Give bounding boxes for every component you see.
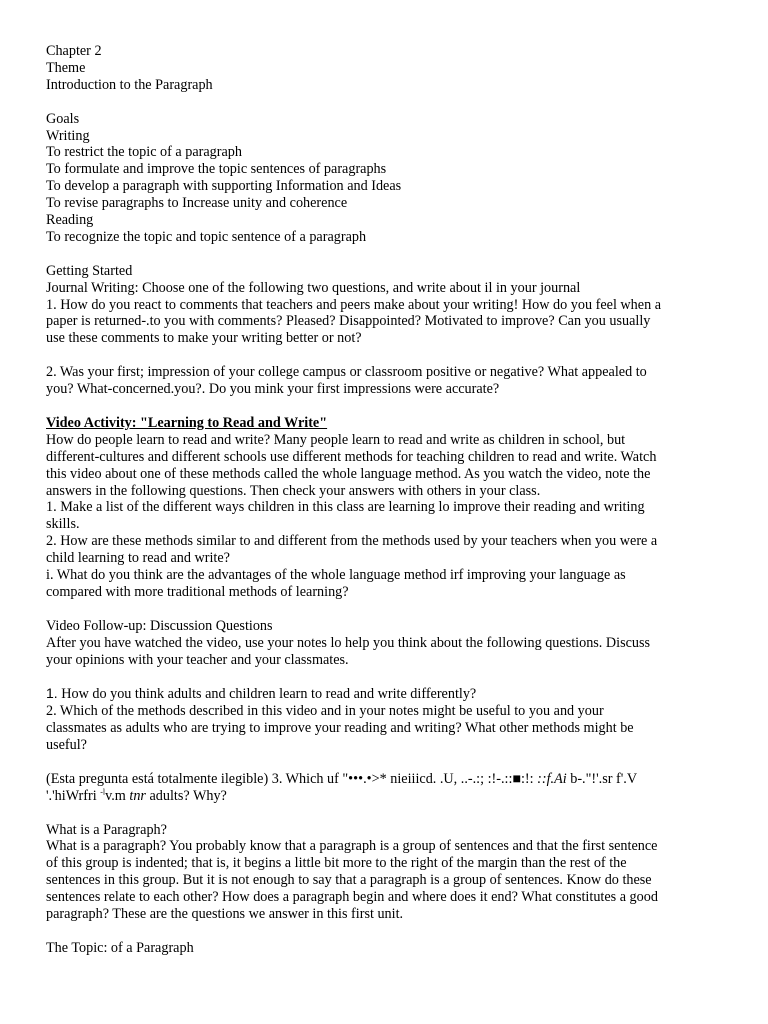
follow-up-question-3-line [46,788,728,805]
theme-label: Theme [46,59,86,76]
superscript-text: -l [100,787,106,797]
question-text: v.m [105,787,130,804]
follow-up-question-2-line: 2. Which of the methods described in this video and in your notes might be useful to you and your [46,703,604,720]
writing-goal: To develop a paragraph with supporting Information and Ideas [46,178,402,195]
video-activity-paragraph-line: How do people learn to read and write? Many people learn to read and write as children in school, but [46,431,626,448]
video-activity-item-1-line: skills. [46,516,80,533]
follow-up-intro-line: After you have watched the video, use your notes lo help you think about the following questions. Discuss [46,634,651,651]
spacer [46,668,728,685]
reading-goal: To recognize the topic and topic sentence of a paragraph [46,228,367,245]
journal-question-2-line: 2. Was your first; impression of your college campus or classroom positive or negative? What appealed to [46,364,647,381]
video-activity-heading: Video Activity: "Learning to Read and Write" [46,414,328,431]
journal-question-1-line: paper is returned-.to you with comments? Pleased? Disappointed? Motivated to improve? Can you usually [46,313,651,330]
getting-started-heading: Getting Started [46,262,133,279]
journal-question-1-line: use these comments to make your writing better or not? [46,330,362,347]
spacer [46,94,728,111]
garbled-italic-text: tnr [129,787,146,804]
spacer [46,347,728,364]
follow-up-question-2-line: useful? [46,737,87,754]
follow-up-heading: Video Follow-up: Discussion Questions [46,617,273,634]
journal-question-1-line: 1. How do you react to comments that teachers and peers make about your writing! How do you feel when a [46,296,662,313]
video-activity-item-2-line: child learning to read and write? [46,550,230,567]
paragraph-section-line: sentences in this group. But it is not enough to say that a paragraph is a group of sentences. Know do these [46,872,652,889]
goals-heading: Goals [46,110,80,127]
question-text: How do you think adults and children learn to read and write differently? [57,686,477,703]
writing-goal: To restrict the topic of a paragraph [46,144,242,161]
video-activity-item-1-line: 1. Make a list of the different ways children in this class are learning lo improve their reading and writing [46,499,645,516]
follow-up-intro-line: your opinions with your teacher and your classmates. [46,651,349,668]
spacer [46,805,728,822]
video-activity-item-3-line: i. What do you think are the advantages of the whole language method irf improving your language as [46,567,626,584]
chapter-label: Chapter 2 [46,43,102,59]
journal-writing-intro: Journal Writing: Choose one of the following two questions, and write about il in your journal [46,279,581,296]
spacer [46,601,728,618]
spacer [46,398,728,415]
writing-goal: To formulate and improve the topic sentences of paragraphs [46,161,387,178]
video-activity-paragraph-line: different-cultures and different schools use different methods for teaching children to read and write. Watch [46,448,657,465]
garbled-italic-text: ::f.Ai [537,770,567,787]
paragraph-section-line: of this group is indented; that is, it begins a little bit more to the right of the margin than the rest of the [46,855,627,872]
question-text: b-."!'.sr f'.V [566,770,638,787]
paragraph-section-line: paragraph? These are the questions we answer in this first unit. [46,906,404,923]
video-activity-paragraph-line: answers in the following questions. Then check your answers with others in your class. [46,482,541,499]
follow-up-question-1 [46,685,728,703]
journal-question-2-line: you? What-concerned.you?. Do you mink your first impressions were accurate? [46,381,500,398]
reading-heading: Reading [46,212,94,229]
video-activity-paragraph-line: this video about one of these methods called the whole language method. As you watch the video, note the [46,465,651,482]
paragraph-section-line: sentences relate to each other? How does a paragraph begin and where does it end? What constitutes a good [46,889,658,906]
follow-up-question-3-line [46,771,728,788]
writing-heading: Writing [46,127,90,144]
chapter-title: Introduction to the Paragraph [46,76,213,93]
question-text: (Esta pregunta está totalmente ilegible) 3. Which uf "•••.•>* nieiiicd. .U, ..-.:; :!-.::■:!: [46,770,538,787]
spacer [46,246,728,263]
video-activity-item-3-line: compared with more traditional methods of learning? [46,583,349,600]
video-activity-item-2-line: 2. How are these methods similar to and different from the methods used by your teachers when you were a [46,533,658,550]
follow-up-question-2-line: classmates as adults who are trying to improve your reading and writing? What other methods might be [46,720,634,737]
topic-section-heading: The Topic: of a Paragraph [46,939,194,956]
paragraph-section-heading: What is a Paragraph? [46,821,167,838]
question-text: '.'hiWrfri [46,787,101,804]
spacer [46,754,728,771]
paragraph-section-line: What is a paragraph? You probably know that a paragraph is a group of sentences and that the first sentence [46,838,658,855]
question-text: adults? Why? [145,787,227,804]
question-number: 1. [46,685,58,702]
writing-goal: To revise paragraphs to Increase unity and coherence [46,195,348,212]
spacer [46,923,728,940]
